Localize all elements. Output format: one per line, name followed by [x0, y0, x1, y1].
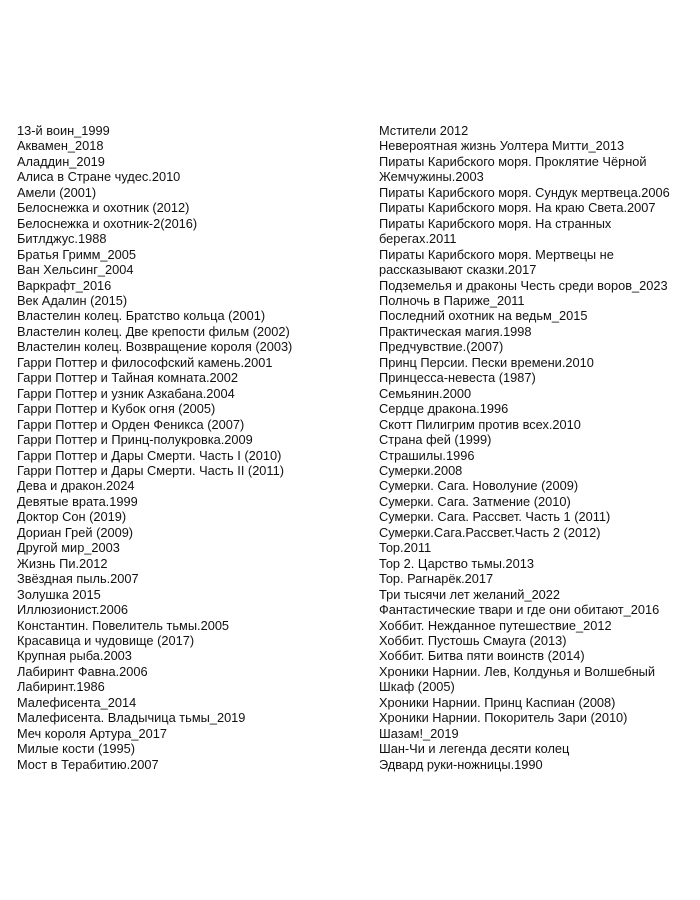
- list-item: Принцесса-невеста (1987): [379, 370, 536, 386]
- list-item: Варкрафт_2016: [17, 277, 112, 293]
- list-item: Три тысячи лет желаний_2022: [379, 586, 561, 602]
- list-item: Гарри Поттер и философский камень.2001: [17, 354, 273, 370]
- list-item: 13-й воин_1999: [17, 123, 110, 138]
- list-item: Девятые врата.1999: [17, 493, 138, 509]
- list-item: Тор 2. Царство тьмы.2013: [379, 555, 534, 571]
- list-item: Мост в Терабитию.2007: [17, 756, 159, 772]
- list-item: Шазам!_2019: [379, 725, 459, 741]
- list-item: Сумерки. Сага. Рассвет. Часть 1 (2011): [379, 509, 611, 525]
- list-item: Последний охотник на ведьм_2015: [379, 308, 588, 324]
- list-item: Милые кости (1995): [17, 741, 135, 757]
- list-item: Властелин колец. Братство кольца (2001): [17, 308, 266, 324]
- list-item: Пираты Карибского моря. На странных берегах.2011: [379, 215, 612, 247]
- list-item: Дева и дракон.2024: [17, 478, 135, 494]
- left-column-list: [17, 123, 362, 772]
- list-item: Лабиринт.1986: [17, 679, 105, 695]
- list-item: Гарри Поттер и Дары Смерти. Часть II (2011): [17, 462, 284, 478]
- list-item: Гарри Поттер и узник Азкабана.2004: [17, 385, 235, 401]
- list-item: Аквамен_2018: [17, 138, 104, 154]
- list-item: Скотт Пилигрим против всех.2010: [379, 416, 581, 432]
- right-column-list: [379, 123, 684, 772]
- list-item: Крупная рыба.2003: [17, 648, 132, 664]
- list-item: Красавица и чудовище (2017): [17, 632, 195, 648]
- list-item: Малефисента_2014: [17, 694, 137, 710]
- list-item: Властелин колец. Возвращение короля (2003): [17, 339, 293, 355]
- list-item: Аладдин_2019: [17, 153, 105, 169]
- list-item: Сердце дракона.1996: [379, 401, 509, 417]
- list-item: Гарри Поттер и Тайная комната.2002: [17, 370, 238, 386]
- list-item: Страна фей (1999): [379, 432, 492, 448]
- list-item: Хроники Нарнии. Принц Каспиан (2008): [379, 694, 616, 710]
- list-item: Жизнь Пи.2012: [17, 555, 108, 571]
- list-item: Братья Гримм_2005: [17, 246, 137, 262]
- list-item: Полночь в Париже_2011: [379, 292, 525, 308]
- list-item: Эдвард руки-ножницы.1990: [379, 756, 543, 772]
- list-item: Хроники Нарнии. Лев, Колдунья и Волшебный Шкаф (2005): [379, 663, 656, 695]
- list-item: Пираты Карибского моря. Сундук мертвеца.2006: [379, 184, 670, 200]
- list-item: Ван Хельсинг_2004: [17, 262, 134, 278]
- list-item: Хоббит. Нежданное путешествие_2012: [379, 617, 612, 633]
- list-item: Фантастические твари и где они обитают_2016: [379, 602, 660, 618]
- list-item: Гарри Поттер и Принц-полукровка.2009: [17, 432, 253, 448]
- list-item: Пираты Карибского моря. На краю Света.2007: [379, 200, 656, 216]
- list-item: Практическая магия.1998: [379, 323, 532, 339]
- list-item: Константин. Повелитель тьмы.2005: [17, 617, 230, 633]
- list-item: Дориан Грей (2009): [17, 524, 134, 540]
- list-item: Сумерки. Сага. Новолуние (2009): [379, 478, 579, 494]
- list-item: Белоснежка и охотник (2012): [17, 200, 190, 216]
- list-item: Страшилы.1996: [379, 447, 475, 463]
- list-item: Пираты Карибского моря. Мертвецы не рассказывают сказки.2017: [379, 246, 614, 278]
- list-item: Золушка 2015: [17, 586, 101, 602]
- list-item: Битлджус.1988: [17, 231, 107, 247]
- list-item: Амели (2001): [17, 184, 97, 200]
- list-item: Невероятная жизнь Уолтера Митти_2013: [379, 138, 625, 154]
- list-item: Алиса в Стране чудес.2010: [17, 169, 181, 185]
- list-item: Иллюзионист.2006: [17, 602, 128, 618]
- list-item: Доктор Сон (2019): [17, 509, 127, 525]
- list-item: Сумерки.Сага.Рассвет.Часть 2 (2012): [379, 524, 601, 540]
- list-item: Малефисента. Владычица тьмы_2019: [17, 710, 246, 726]
- list-item: Белоснежка и охотник-2(2016): [17, 215, 198, 231]
- list-item: Меч короля Артура_2017: [17, 725, 167, 741]
- list-item: Пираты Карибского моря. Проклятие Чёрной Жемчужины.2003: [379, 153, 647, 185]
- list-item: Гарри Поттер и Орден Феникса (2007): [17, 416, 245, 432]
- list-item: Шан-Чи и легенда десяти колец: [379, 741, 570, 757]
- list-item: Властелин колец. Две крепости фильм (2002): [17, 323, 290, 339]
- list-item: Хроники Нарнии. Покоритель Зари (2010): [379, 710, 628, 726]
- list-item: Сумерки. Сага. Затмение (2010): [379, 493, 571, 509]
- list-item: Хоббит. Битва пяти воинств (2014): [379, 648, 585, 664]
- list-item: Гарри Поттер и Дары Смерти. Часть I (2010): [17, 447, 282, 463]
- list-item: Сумерки.2008: [379, 462, 463, 478]
- list-item: Тор. Рагнарёк.2017: [379, 571, 494, 587]
- list-item: Подземелья и драконы Честь среди воров_2023: [379, 277, 668, 293]
- list-item: Гарри Поттер и Кубок огня (2005): [17, 401, 216, 417]
- list-item: Мстители 2012: [379, 123, 469, 138]
- list-item: Век Адалин (2015): [17, 292, 128, 308]
- list-item: Лабиринт Фавна.2006: [17, 663, 148, 679]
- list-item: Другой мир_2003: [17, 540, 120, 556]
- list-item: Звёздная пыль.2007: [17, 571, 139, 587]
- list-item: Тор.2011: [379, 540, 432, 556]
- list-item: Принц Персии. Пески времени.2010: [379, 354, 594, 370]
- list-item: Предчувствие.(2007): [379, 339, 504, 355]
- list-item: Семьянин.2000: [379, 385, 472, 401]
- list-item: Хоббит. Пустошь Смауга (2013): [379, 632, 567, 648]
